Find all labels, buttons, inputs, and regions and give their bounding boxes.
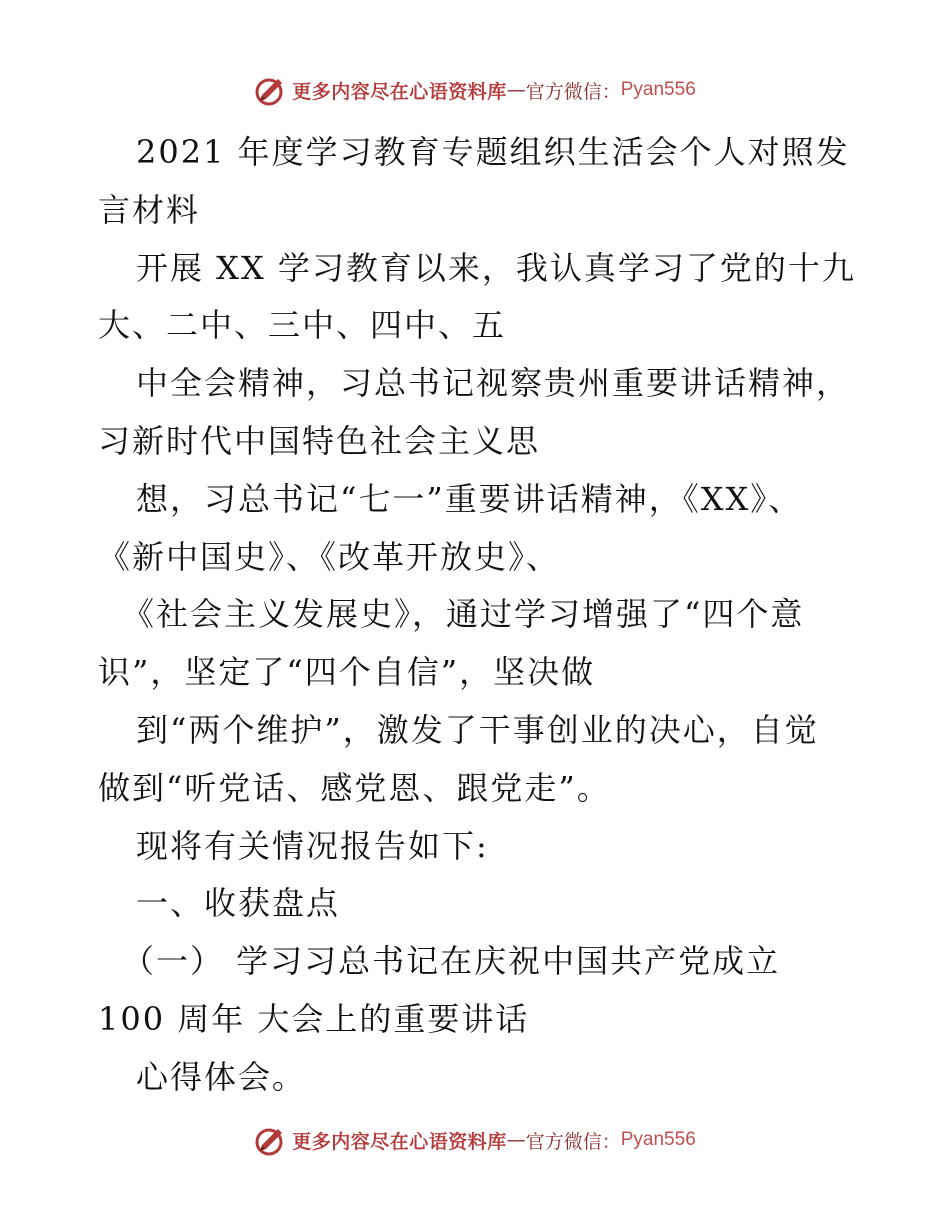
header-watermark <box>0 70 950 110</box>
watermark-separator: — <box>506 79 526 101</box>
subsection-heading: （一） 学习习总书记在庆祝中国共产党成立 <box>122 942 781 981</box>
pen-logo-icon <box>254 73 288 107</box>
paragraph-line: 开展 XX 学习教育以来，我认真学习了党的十九 <box>136 248 856 287</box>
subsection-heading-cont: 100 周年 大会上的重要讲话 <box>98 999 530 1038</box>
watermark-brand: 更多内容尽在心语资料库 <box>292 80 507 103</box>
footer-watermark <box>0 1120 950 1160</box>
section-heading: 一、收获盘点 <box>136 884 341 923</box>
paragraph-line: 做到“听党话、感党恩、跟党走”。 <box>98 768 611 807</box>
paragraph-line: 大、二中、三中、四中、五 <box>98 306 507 345</box>
watermark-wechat-id: Pyan556 <box>620 1129 696 1150</box>
paragraph-line: 识”，坚定了“四个自信”，坚决做 <box>98 653 596 692</box>
paragraph-line: 想，习总书记“七一”重要讲话精神，《XX》、 <box>136 479 803 518</box>
paragraph-line: 《社会主义发展史》，通过学习增强了“四个意 <box>122 595 805 634</box>
pen-logo-icon <box>254 1123 288 1157</box>
watermark-separator: — <box>506 1129 526 1151</box>
watermark-brand: 更多内容尽在心语资料库 <box>292 1130 507 1153</box>
watermark-official: 官方微信： <box>525 1130 621 1153</box>
document-body <box>98 124 858 1107</box>
title-line-1: 2021 年度学习教育专题组织生活会个人对照发 <box>136 133 850 171</box>
paragraph-line: 到“两个维护”，激发了干事创业的决心，自觉 <box>136 710 819 749</box>
paragraph-line: 现将有关情况报告如下: <box>136 826 489 865</box>
paragraph-line: 《新中国史》、《改革开放史》、 <box>98 537 561 576</box>
watermark-wechat-id: Pyan556 <box>620 79 696 100</box>
title-line-2: 言材料 <box>98 190 201 229</box>
paragraph-line: 习新时代中国特色社会主义思 <box>98 421 541 460</box>
watermark-official: 官方微信： <box>525 80 621 103</box>
paragraph-line: 中全会精神，习总书记视察贵州重要讲话精神， <box>136 364 851 403</box>
paragraph-line: 心得体会。 <box>136 1057 307 1096</box>
